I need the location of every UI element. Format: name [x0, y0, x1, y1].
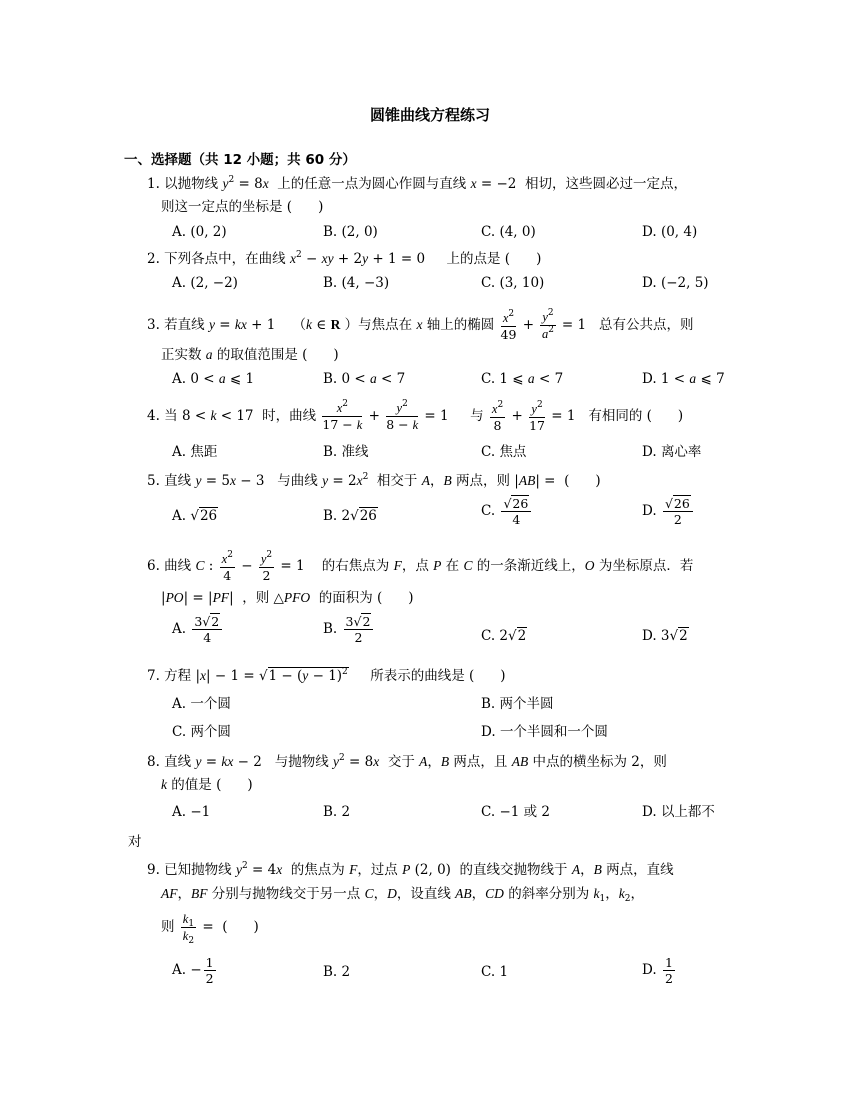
question-8-line-2: k 的值是 ( ) — [161, 777, 253, 793]
q7-option-d: D. 一个半圆和一个圆 — [481, 724, 608, 740]
q2-option-d: D. (−2, 5) — [642, 275, 709, 291]
question-9-line-1: 9. 已知抛物线 $y^2 = 4x$ 的焦点为 F，过点 P (2, 0) 的直线交抛物线于 A，B 两点，直线 — [147, 861, 674, 878]
q5-option-d: D. $\frac{√26}{2}$ — [642, 496, 695, 527]
question-8-line-1: 8. 直线 y = kx − 2 与抛物线 $y^2 = 8x$ 交于 A，B 两点，且 AB 中点的横坐标为 2，则 — [147, 753, 667, 770]
q3-option-b: B. 0 < a < 7 — [323, 371, 406, 387]
question-3-line-2: 正实数 a 的取值范围是 ( ) — [161, 347, 339, 363]
page-title: 圆锥曲线方程练习 — [369, 106, 490, 124]
q4-option-d: D. 离心率 — [642, 444, 702, 460]
q4-option-b: B. 准线 — [323, 444, 369, 460]
question-9-line-3: 则 $\frac{k_1}{k_2}$ = ( ) — [161, 912, 259, 946]
q9-option-d: D. $\frac{1}{2}$ — [642, 955, 673, 986]
question-3-line-1: 3. 若直线 y = kx + 1 （k ∈ R ）与焦点在 x 轴上的椭圆 $\frac{x^2}{49}$ + $\frac{y^2}{a^2}$ = 1 总有公共点，则 — [147, 308, 694, 342]
q5-option-b: B. 2√26 — [323, 508, 377, 524]
q1-option-a: A. (0, 2) — [172, 224, 227, 240]
q8-option-b: B. 2 — [323, 804, 351, 820]
question-1-line-1: 1. 以抛物线 $y^2 = 8x$ 上的任意一点为圆心作圆与直线 x = −2 相切，这些圆必过一定点， — [147, 175, 687, 192]
question-6-line-1: 6. 曲线 C : $\frac{x^2}{4}$ − $\frac{y^2}{2}$ = 1 的右焦点为 F，点 P 在 C 的一条渐近线上，O 为坐标原点．若 — [147, 549, 694, 583]
q3-option-c: C. 1 ⩽ a < 7 — [481, 371, 564, 387]
q7-option-c: C. 两个圆 — [172, 724, 231, 740]
q7-option-b: B. 两个半圆 — [481, 696, 554, 712]
q1-option-c: C. (4, 0) — [481, 224, 536, 240]
q5-option-a: A. √26 — [172, 508, 218, 524]
q8-option-d: D. 以上都不 — [642, 804, 715, 820]
q9-option-a: A. − $\frac{1}{2}$ — [172, 955, 214, 986]
q9-option-b: B. 2 — [323, 964, 351, 980]
q3-option-a: A. 0 < a ⩽ 1 — [172, 371, 255, 387]
q2-option-b: B. (4, −3) — [323, 275, 390, 291]
question-1-line-2: 则这一定点的坐标是 ( ) — [161, 199, 324, 215]
question-5-line-1: 5. 直线 y = 5x − 3 与曲线 $y = 2x^2$ 相交于 A，B 两点，则 |AB| = ( ) — [147, 472, 601, 489]
q8-option-a: A. −1 — [172, 804, 211, 820]
q2-option-c: C. (3, 10) — [481, 275, 545, 291]
question-2-line-1: 2. 下列各点中，在曲线 $x^2$ − xy + 2y + 1 = 0 上的点是 ( ) — [147, 250, 542, 267]
q5-option-c: C. $\frac{√26}{4}$ — [481, 496, 533, 527]
q8-option-c: C. −1 或 2 — [481, 804, 551, 820]
q6-option-c: C. 2√2 — [481, 628, 527, 644]
q2-option-a: A. (2, −2) — [172, 275, 238, 291]
q1-option-d: D. (0, 4) — [642, 224, 698, 240]
q6-option-a: A. $\frac{3√2}{4}$ — [172, 614, 224, 645]
q7-option-a: A. 一个圆 — [172, 696, 231, 712]
q8-option-d-wrap: 对 — [128, 834, 142, 850]
q6-option-d: D. 3√2 — [642, 628, 688, 644]
q1-option-b: B. (2, 0) — [323, 224, 378, 240]
q9-option-c: C. 1 — [481, 964, 509, 980]
question-6-line-2: |PO| = |PF| ，则 △PFO 的面积为 ( ) — [161, 590, 414, 606]
q3-option-d: D. 1 < a ⩽ 7 — [642, 371, 725, 387]
q4-option-c: C. 焦点 — [481, 444, 527, 460]
q6-option-b: B. $\frac{3√2}{2}$ — [323, 614, 375, 645]
section-heading: 一、选择题（共 12 小题；共 60 分） — [124, 152, 356, 168]
question-9-line-2: AF，BF 分别与抛物线交于另一点 C，D，设直线 AB，CD 的斜率分别为 $k_1$，$k_2$， — [161, 886, 644, 904]
q4-option-a: A. 焦距 — [172, 444, 218, 460]
question-4-line-1: 4. 当 8 < k < 17 时，曲线 $\frac{x^2}{17 - k}$ + $\frac{y^2}{8 - k}$ = 1 与 $\frac{x^2}{8}$ + $\frac{y^2}{17}$ = 1 有相同的 ( ) — [147, 399, 684, 433]
question-7-line-1: 7. 方程 $|x| - 1 = √1 - (y - 1)^2$ 所表示的曲线是 ( ) — [147, 667, 506, 684]
